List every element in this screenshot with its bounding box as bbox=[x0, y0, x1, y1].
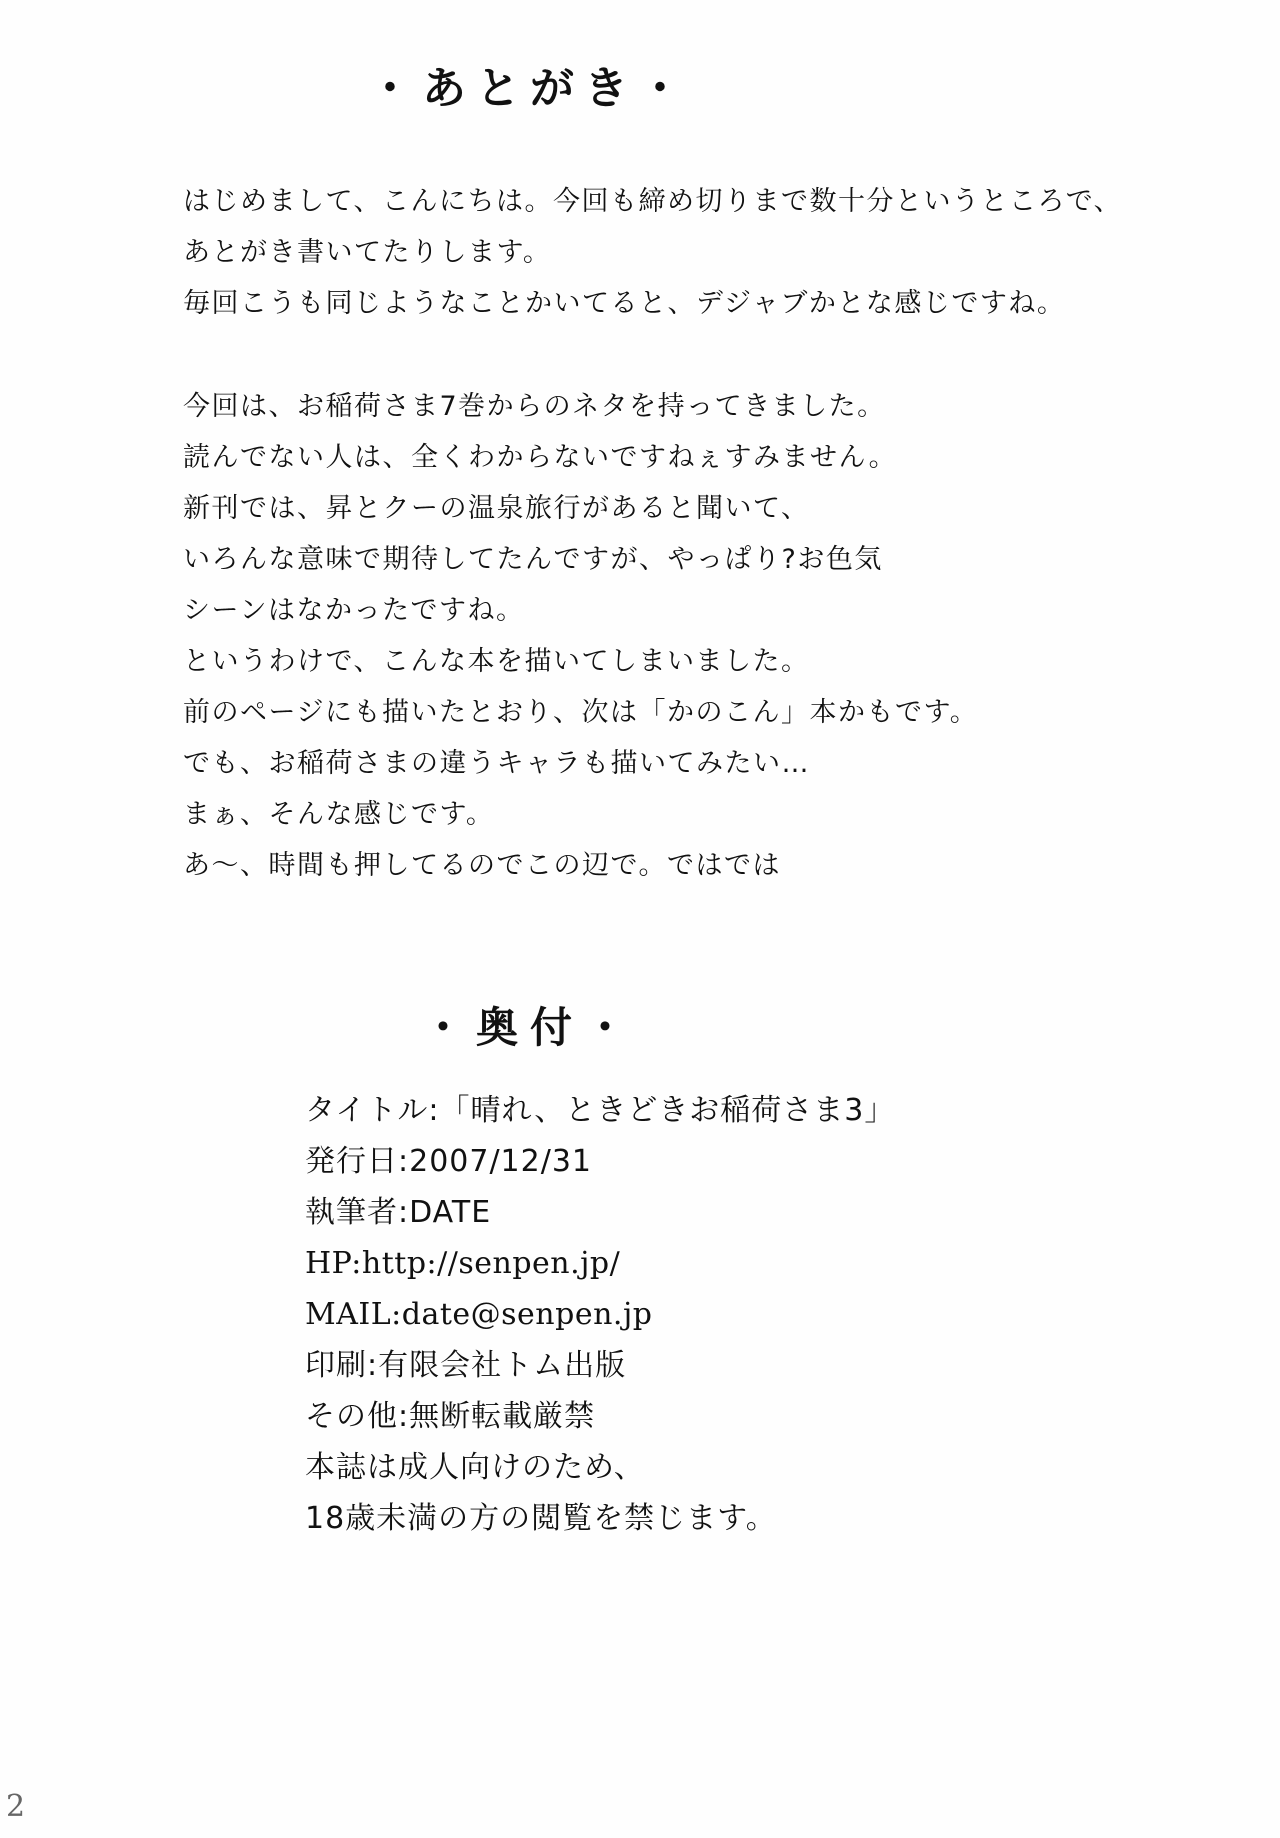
colophon-text-block bbox=[305, 1085, 1025, 1544]
afterword-line: まぁ、そんな感じです。 bbox=[183, 799, 495, 830]
paragraph-spacer bbox=[183, 331, 1063, 383]
afterword-line: いろんな意味で期待してたんですが、やっぱり?お色気 bbox=[183, 544, 883, 575]
afterword-line: 前のページにも描いたとおり、次は「かのこん」本かもです。 bbox=[183, 697, 979, 728]
colophon-age-notice-line-2: 18歳未満の方の閲覧を禁じます。 bbox=[305, 1501, 777, 1536]
colophon-title: タイトル:「晴れ、ときどきお稲荷さま3」 bbox=[305, 1093, 896, 1128]
afterword-line: 読んでない人は、全くわからないですねぇすみません。 bbox=[183, 442, 898, 473]
afterword-line: でも、お稲荷さまの違うキャラも描いてみたい… bbox=[183, 748, 810, 779]
afterword-line: というわけで、こんな本を描いてしまいました。 bbox=[183, 646, 810, 677]
afterword-line: 毎回こうも同じようなことかいてると、デジャブかとな感じですね。 bbox=[183, 288, 1066, 319]
afterword-line: 新刊では、昇とクーの温泉旅行があると聞いて、 bbox=[183, 493, 810, 524]
afterword-line: あとがき書いてたりします。 bbox=[183, 237, 552, 268]
afterword-text-block bbox=[183, 178, 1123, 893]
afterword-line: あ〜、時間も押してるのでこの辺で。ではでは bbox=[183, 850, 781, 881]
colophon-other: その他:無断転載厳禁 bbox=[305, 1399, 596, 1434]
colophon-printer: 印刷:有限会社トム出版 bbox=[305, 1348, 627, 1383]
colophon-author: 執筆者:DATE bbox=[305, 1195, 492, 1230]
afterword-heading: ・あとがき・ bbox=[368, 63, 692, 114]
colophon-publish-date: 発行日:2007/12/31 bbox=[305, 1144, 593, 1179]
colophon-heading: ・奥付・ bbox=[421, 1003, 638, 1052]
afterword-line: 今回は、お稲荷さま7巻からのネタを持ってきました。 bbox=[183, 391, 886, 422]
afterword-line: シーンはなかったですね。 bbox=[183, 595, 525, 626]
colophon-age-notice-line-1: 本誌は成人向けのため、 bbox=[305, 1450, 645, 1485]
colophon-homepage: HP:http://senpen.jp/ bbox=[305, 1246, 621, 1281]
page-number: 2 bbox=[6, 1789, 26, 1824]
afterword-line: はじめまして、こんにちは。今回も締め切りまで数十分というところで、 bbox=[183, 186, 1123, 217]
colophon-mail: MAIL:date@senpen.jp bbox=[305, 1297, 653, 1332]
